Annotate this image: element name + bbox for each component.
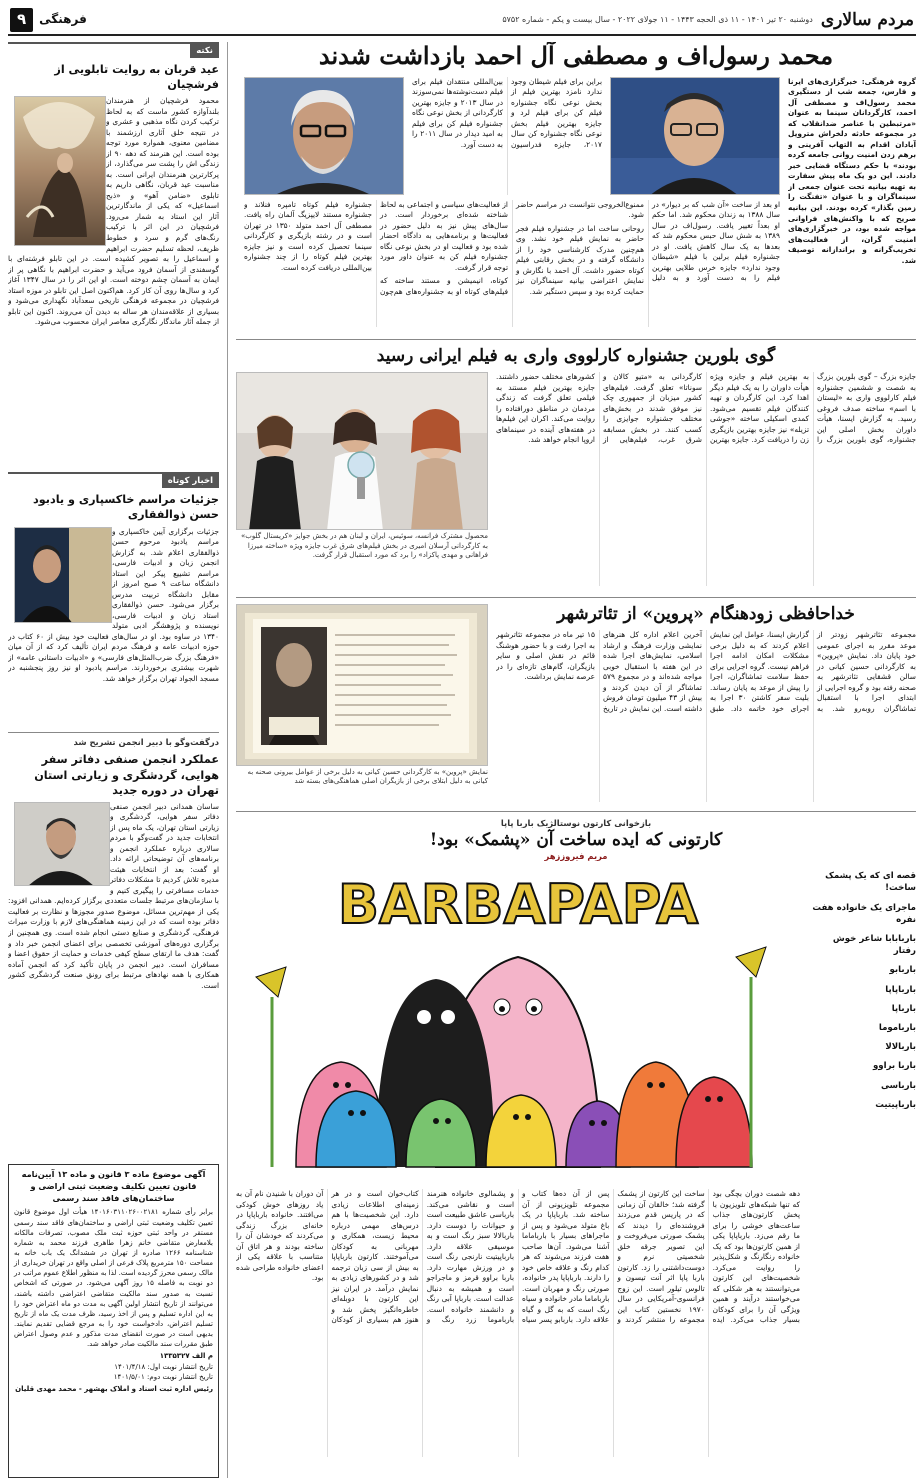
lead-col2-text: براین برای فیلم شیطان وجود ندارد نامزد بهترین فیلم از بخش نوعی نگاه جشنواره فیلم کن برای فیلم لرد و جایزه بهترین فیلم بخش نوعی نگاه جشنواره کن سال ۲۰۱۷، جایزه فدراسیون بین‌المللی منتقدان فیلم برای فیلم دست‌نوشته‌ها نمی‌سوزند در سال ۲۰۱۳ و جایزه بهترین کارگردانی از بخش نوعی نگاه جشنواره فیلم کن برای فیلم به امید دیدار در سال ۲۰۱۱ را به دست آورد. — [412, 76, 602, 149]
brand — [502, 8, 914, 32]
lead-headline: محمد رسول‌اف و مصطفی آل احمد بازداشت شدند — [318, 42, 834, 70]
barbapapa-subhead-3: باربابابا شاعر خوش رفتار — [832, 933, 916, 957]
funeral-text: جزئیات برگزاری آیین خاکسپاری و مراسم یادبود مرحوم حسن ذوالفقاری اعلام شد. به گزارش انجمن زبان و ادبیات فارسی، مراسم تشییع پیکر این استاد دانشگاه ساعت ۹ صبح امروز از مقابل دانشگاه تربیت مدرس برگزار می‌شود. حسن ذوالفقاری استاد زبان و ادبیات فارسی، نویسنده و پژوهشگر ادبی متولد ۱۳۴۰ در ساوه بود. او در سال‌های فعالیت خود بیش از ۶۰ کتاب در حوزه ادبیات عامه و فرهنگ مردم ایران تألیف کرد که از آن میان «فرهنگ بزرگ ضرب‌المثل‌های فارسی» و «ادبیات داستانی عامه» از شهرت بیشتری برخوردارند. مراسم یادبود او نیز روز پنجشنبه در مسجد الجواد تهران برگزار خواهد شد. — [8, 526, 219, 683]
notice-date-1: تاریخ انتشار نوبت اول: ۱۴۰۱/۴/۱۸ — [114, 1362, 213, 1371]
barbapapa-subhead-5: بارباپاپا — [885, 984, 916, 995]
zolfaghari-photo — [14, 527, 112, 623]
eid-headline: عید قربان به روایت تابلویی از فرشچیان — [54, 63, 219, 92]
issue-line: دوشنبه ۲۰ تیر ۱۴۰۱ - ۱۱ ذی الحجه ۱۴۴۳ - ۱۱ جولای ۲۰۲۲ - سال بیست و یکم - شماره ۵۷۵۲ — [502, 15, 813, 25]
barbapapa-subhead-1: قصه ای که یک پشمک ساخت! — [825, 871, 916, 894]
theater-body — [496, 630, 916, 802]
barbapapa-subhead-8: باربالالا — [885, 1042, 916, 1053]
newspaper-logo: مردم سالاری — [820, 9, 914, 30]
barbapapa-subhead-6: بارباپا — [891, 1003, 916, 1014]
section-tag — [10, 8, 87, 31]
parvin-poster-photo — [236, 604, 488, 766]
barbapapa-subhead-4: باربابو — [889, 965, 916, 976]
lead-col3-text: او بعد از ساخت «آن شب که بر دیوار» در سال ۱۳۸۸ به زندان محکوم شد. اما حکم او بعداً تغییر یافت. رسول‌اف در سال ۱۳۸۹ به شش سال حبس محکوم شد که بعدها به یک سال کاهش یافت. او در جشنواره فیلم برلین با فیلم «شیطان وجود ندارد» جایزه خرس طلایی بهترین فیلم را به دست آورد و به دلیل ممنوع‌الخروجی نتوانست در مراسم حاضر شود. — [516, 199, 780, 283]
lead-col6-text: کوتاه، انیمیشن و مستند ساخته که فیلم‌های کوتاه او به جشنواره‌های هم‌چون جشنواره فیلم کوتاه تامپره فنلاند و جشنواره مستند لایپزیگ آلمان راه یافت. مصطفی آل احمد متولد ۱۳۵۰ در تهران است و در رشته بازیگری و کارگردانی سینما تحصیل کرده است و نیز جایزه بهترین فیلم کوتاه را از چند جشنواره بین‌المللی دریافت کرده است. — [244, 199, 508, 296]
barbapapa-story — [236, 818, 916, 1478]
eid-story — [8, 96, 219, 468]
crystal-headline: گوی بلورین جشنواره کارلووی واری به فیلم ایرانی رسید — [376, 346, 776, 366]
theater-headline: خداحافظی زودهنگام «پروین» از تئاترشهر — [557, 604, 855, 624]
lead-col5-text: از فعالیت‌های سیاسی و اجتماعی به لحاظ شناخته شده‌ای برخوردار است. در سال‌های پیش نیز به دلیل حضور در فعالیت‌ها و برنامه‌هایی به دادگاه احضار شده بود و فعالیت او در بخش نوعی نگاه جشنواره فیلم کن به عنوان داور مورد توجه قرار گرفت. — [380, 199, 508, 272]
lead-story — [236, 42, 916, 340]
sidebar-tag-2: اخبار کوتاه — [162, 474, 219, 488]
funeral-headline: جزئیات مراسم خاکسپاری و یادبود حسن ذوالفقاری — [33, 493, 219, 522]
lead-col1-text: گروه فرهنگی: خبرگزاری‌های ایرنا و فارس، جمعه شب از دستگیری محمد رسول‌اف و مصطفی آل احمد، کارگردانان سینما به عنوان «مرتبطین با عناصر ضدانقلاب که در مجموعه حادثه دلخراش متروپل آبادان اقدام به التهاب آفرینی و برهم زدن امنیت روانی جامعه کرده بودند» با حکم دستگاه قضایی خبر دادند. این دو یک ماه پیش سفارت به تهیه بیانیه تحت عنوان جمعی از سینماگران و با عنوان «تفنگت را زمین بگذار» کرده بودند. این بیانیه صریح که با واکنش‌های فراوانی مواجه شده بود، در خبرگزاری‌های امنیت گران، از فعالیت‌های تخریب‌گرانه و براندازانه توصیف شد. — [788, 76, 916, 265]
barbapapa-headline: کارتونی که ایده ساخت آن «پشمک» بود! — [429, 829, 723, 850]
lead-col4-text: روحانی ساخت اما در جشنواره فیلم فجر حاضر به نمایش فیلم خود نشد. وی هم‌چنین مدرک کارشناسی خود را از دانشگاه گرفته و در بخش رقابتی فیلم کوتاه حضور داشت. آل احمد با نگارش و نمایش اعتراضی بیانیه سینماگران نیز حمایت کرده بود و سپس دستگیر شد. — [516, 223, 644, 296]
main-content — [236, 42, 916, 1478]
tourism-story — [8, 802, 219, 1160]
section-label: فرهنگی — [39, 12, 87, 27]
barbapapa-illustration — [236, 867, 800, 1183]
tourism-text: ساسان همدانی دبیر انجمن صنفی دفاتر سفر هوایی، گردشگری و زیارتی استان تهران، یک ماه پس از انتخابات جدید در گفت‌وگو با مردم سالاری درباره عملکرد انجمن و برنامه‌های آن توضیحاتی ارائه داد. او گفت: بعد از انتخابات هیئت مدیره تلاش کردیم تا مشکلات دفاتر خدمات مسافرتی را پیگیری کنیم و با سازمان‌های مرتبط جلسات متعددی برگزار کرده‌ایم. همدانی افزود: یکی از مهم‌ترین مسائل، موضوع صدور مجوزها و نظارت بر فعالیت دفاتر بوده است که در این زمینه هماهنگی‌های لازم با وزارت میراث فرهنگی، گردشگری و صنایع دستی انجام شده است. وی همچنین از برگزاری دوره‌های آموزشی تخصصی برای اعضای انجمن خبر داد و گفت: هدف ما ارتقای سطح کیفی خدمات و حمایت از حقوق اعضا و مسافران است. دبیر انجمن در پایان تأکید کرد که انجمن آماده همکاری با همه نهادهای مرتبط برای رونق صنعت گردشگری کشور است. — [8, 801, 219, 990]
crystal-globe-story — [236, 346, 916, 598]
tagbar-2 — [8, 472, 219, 488]
rasoulof-photo — [610, 77, 780, 195]
barbapapa-subhead-7: بارباموما — [878, 1022, 916, 1033]
lead-col-intro — [788, 77, 916, 327]
barbapapa-logo: BARBAPAPA — [337, 873, 699, 937]
lead-col-middle — [412, 77, 602, 195]
tourism-headline: عملکرد انجمن صنفی دفاتر سفر هوایی، گردشگری و زیارتی استان تهران در دوره جدید — [34, 753, 219, 797]
sidebar-tag-1: نکته — [190, 44, 219, 58]
barbapapa-subhead-2: ماجرای یک خانواده هفت نفره — [812, 902, 916, 925]
legal-notice — [8, 1164, 219, 1478]
hamedani-photo — [14, 802, 110, 886]
notice-title: آگهی موضوع ماده ۳ قانون و ماده ۱۳ آیین‌نامه قانون تعیین تکلیف وضعیت ثبتی اراضی و ساختمان‌های فاقد سند رسمی — [21, 1168, 206, 1203]
crystal-globe-photo — [236, 372, 488, 530]
barbapapa-subhead-9: باربا براوو — [872, 1061, 916, 1072]
barbapapa-text: دهه شصت دوران بچگی بود که تنها شبکه‌های تلویزیون با پخش کارتون‌های جذاب ساعت‌های خوشی را برای ما رقم می‌زد. بارباپاپا یکی از همین کارتون‌ها بود که یک خانواده رنگارنگ و شکل‌پذیر را روایت می‌کرد. شخصیت‌های این کارتون می‌توانستند به هر شکلی که می‌خواستند درآیند و همین ویژگی آن را برای کودکان بسیار جذاب می‌کرد. ایده ساخت این کارتون از پشمک گرفته شد؛ خالقان آن زمانی که در پاریس قدم می‌زدند فروشنده‌ای را دیدند که پشمک صورتی می‌فروخت و این تصویر جرقه خلق شخصیتی نرم و دوست‌داشتنی را زد. کارتون باربا پاپا اثر آنت تیسون و تالوس تیلور است. این زوج فرانسوی-آمریکایی در سال ۱۹۷۰ نخستین کتاب این مجموعه را منتشر کردند و پس از آن ده‌ها کتاب و مجموعه تلویزیونی از آن ساخته شد. بارباپاپا در یک باغ متولد می‌شود و پس از ماجراهای بسیار با بارباماما آشنا می‌شود. آن‌ها صاحب هفت فرزند می‌شوند که هر کدام رنگ و علاقه خاص خود را دارند. بارباپاپا پدر خانواده، صورتی رنگ و مهربان است. بارباماما مادر خانواده و سیاه رنگ است که به گل و گیاه علاقه دارد. باربابو پسر سیاه و پشمالوی خانواده هنرمند است و نقاشی می‌کند. بارباسی عاشق طبیعت است و حیوانات را دوست دارد. باربالالا سبز رنگ است و به موسیقی علاقه دارد. بارباپیتیت نارنجی رنگ است و در ورزش مهارت دارد. باربا براوو قرمز و ماجراجو است و همیشه به دنبال عدالت است. بارباپا آبی رنگ و دانشمند خانواده است. بارباموما زرد رنگ و کتاب‌خوان است و در هر زمینه‌ای اطلاعات زیادی دارد. این شخصیت‌ها با هم درس‌های مهمی درباره محیط زیست، همکاری و مهربانی به کودکان می‌آموختند. کارتون بارباپاپا به بیش از سی زبان ترجمه شد و در کشورهای زیادی به نمایش درآمد. در ایران نیز این کارتون با دوبله‌ای خاطره‌انگیز پخش شد و هنوز هم بسیاری از کودکان آن دوران با شنیدن نام آن به یاد روزهای خوش کودکی می‌افتند. خانواده بارباپاپا در خانه‌ای بزرگ زندگی می‌کردند که خودشان آن را ساخته بودند و هر اتاق آن متناسب با علاقه یکی از اعضای خانواده طراحی شده بود. — [236, 1189, 800, 1325]
crystal-caption: محصول مشترک فرانسه، سوئیس، ایران و لبنان هم در بخش جوایز «کریستال گلوب» به کارگردانی آرسلان امیری در بخش فیلم‌های شرق غرب جایزه ویژه «ساخته میرزا فراهانی و مهدی پاکزاد» را برد که مورد استقبال قرار گرفت. — [241, 532, 488, 560]
lead-col-lower — [244, 200, 780, 327]
theater-caption: نمایش «پروین» به کارگردانی حسین کیانی به دلیل برخی از عوامل بیرونی صحنه به کیانی به دلیل ابتلای برخی از بازیگران اصلی هماهنگی‌های بسته شد — [247, 768, 488, 786]
notice-signature: رئیس اداره ثبت اسناد و املاک بهشهر - محمد مهدی قلیان — [15, 1384, 213, 1393]
page-body — [8, 42, 916, 1478]
notice-text: برابر رأی شماره ۱۴۰۱۶۰۳۱۱۰۲۶۰۰۲۱۸۱ هیأت اول موضوع قانون تعیین تکلیف وضعیت ثبتی اراضی و ساختمان‌های فاقد سند رسمی مستقر در واحد ثبتی حوزه ثبت ملک مصوب، تصرفات مالکانه بلامعارض متقاضی خانم زهرا طاهری فرزند محمد به شماره شناسنامه ۱۲۶۶ صادره از تهران در ششدانگ یک باب خانه به مساحت ۱۵۰ مترمربع پلاک فرعی از اصلی واقع در تهران خریداری از مالک رسمی محرز گردیده است. لذا به منظور اطلاع عموم مراتب در دو نوبت به فاصله ۱۵ روز آگهی می‌شود. در صورتی که اشخاص نسبت به صدور سند مالکیت متقاضی اعتراضی داشته باشند، می‌توانند از تاریخ انتشار اولین آگهی به مدت دو ماه اعتراض خود را به این اداره تسلیم و پس از اخذ رسید، ظرف مدت یک ماه از تاریخ تسلیم اعتراض، دادخواست خود را به مرجع قضایی تقدیم نمایند. بدیهی است در صورت انقضای مدت مذکور و عدم وصول اعتراض طبق مقررات سند مالکیت صادر خواهد شد. — [14, 1208, 214, 1349]
crystal-text: جایزه بزرگ – گوی بلورین بزرگ به شصت و ششمین جشنواره فیلم کارلووی واری به «لیستان با اسم» ساخته صدف فروغی رسید. به گزارش ایسنا، هیأت داوران بخش اصلی این جشنواره، گوی بلورین بزرگ را به بهترین فیلم و جایزه ویژه هیأت داوران را به یک فیلم دیگر اهدا کرد. این کارگردان و تهیه کنندگان فیلم تقسیم می‌شود. کمدی اسکیلی ساخته «جوشی تزیله» نیز جایزه بهترین بازیگری زن را دریافت کرد. جایزه بهترین کارگردانی به «متیو کالان و سوناتا» تعلق گرفت. فیلم‌های کشور میزبان از جمهوری چک نیز موفق شدند در بخش‌های مختلف جشنواره جوایزی را کسب کنند. در بخش مسابقه شرق غرب، فیلم‌هایی از کشورهای مختلف حضور داشتند. جایزه بهترین فیلم مستند به فیلمی تعلق گرفت که زندگی مردمان در مناطق دورافتاده را روایت می‌کند. اکران این فیلم‌ها در هفته‌های آینده در سینماهای اروپا انجام خواهد شد. — [496, 372, 916, 445]
eid-text: محمود فرشچیان از هنرمندان بلندآوازه کشور ماست که به لحاظ ترکیب کردن نگاه مذهبی و عشری و در نتیجه خلق آثاری ارزشمند با مضامین معنوی، همواره مورد توجه بوده است. این هنرمند که دهه ۹۰ از زندگی اش را پشت سر می‌گذارد، از پرکارترین هنرمندان ایرانی است. به مناسبت عید قربان، نگاهی داریم به تابلوی «ضامن آهو» و «ذبح اسماعیل» که یکی از ماندگارترین آثار این استاد به شمار می‌رود. فرشچیان در این اثر با ترکیب رنگ‌های گرم و سرد و خطوط ظریف، لحظه تسلیم حضرت ابراهیم و اسماعیل را به تصویر کشیده است. در این تابلو فرشته‌ای با گوسفندی از آسمان فرود می‌آید و حضرت ابراهیم با نگاهی پر از ایمان به آسمان چشم دوخته است. او این اثر را در سال ۱۳۴۷ آغاز کرد و سال‌ها روی آن کار کرد. هم‌اکنون اصل این تابلو در موزه استاد فرشچیان در مجموعه فرهنگی تاریخی سعدآباد نگهداری می‌شود و بسیاری از علاقه‌مندان هر ساله به دیدن آن می‌روند. اکنون این تابلو از جمله آثار ماندگار نگارگری معاصر ایران محسوب می‌شود. — [8, 96, 219, 327]
aleahmad-photo — [244, 77, 404, 195]
theater-text: مجموعه تئاترشهر زودتر از موعد مقرر به اجرای عمومی خود پایان داد. نمایش «پروین» به کارگردانی حسین کیانی در سالن قشقایی تئاترشهر به صحنه رفته بود و گروه اجرایی از ابتدای اجرا با استقبال تماشاگران روبه‌رو شد. به گزارش ایسنا، عوامل این نمایش اعلام کردند که به دلیل برخی مشکلات امکان ادامه اجرا فراهم نیست. گروه اجرایی برای حفظ سلامت تماشاگران، اجرا را پیش از موعد به پایان رساند. بلیت سفر کاشتن ۳۰ اجرا به اجرای خود خاتمه داد. طبق آخرین اعلام اداره کل هنرهای نمایشی وزارت فرهنگ و ارشاد اسلامی، نمایش‌های اجرا شده در این هفته با استقبال خوبی مواجه شده‌اند و در مجموع ۵۷۹ تماشاگر از آن دیدن کردند و بیش از ۴۳ میلیون تومان فروش داشته است. این نمایش در تاریخ ۱۵ تیر ماه در مجموعه تئاترشهر به اجرا رفت و با حضور هوشنگ قائم در نقش اصلی و سایر بازیگران، گام‌های تازه‌ای را در عرصه نمایش برداشت. — [496, 630, 916, 713]
notice-date-2: تاریخ انتشار نوبت دوم: ۱۴۰۱/۵/۰۱ — [113, 1372, 213, 1381]
barbapapa-body — [236, 1189, 800, 1457]
barbapapa-byline: مریم فیروززهر — [544, 851, 608, 862]
masthead — [8, 6, 916, 36]
farshchian-painting — [14, 96, 106, 246]
tagbar-1 — [8, 42, 219, 58]
barbapapa-subhead-10: بارباسی — [880, 1080, 916, 1091]
notice-code: م الف ۱۳۳۵۳۲۷ — [159, 1352, 213, 1361]
page-number: ۹ — [10, 8, 33, 31]
sidebar — [8, 42, 228, 1478]
barbapapa-kicker: بازخوانی کارتون نوستالژیک باربا پاپا — [500, 818, 652, 828]
tourism-kicker: درگفت‌وگو با دبیر انجمن تشریح شد — [73, 736, 219, 747]
barbapapa-subhead-11: بارباپیتیت — [875, 1099, 916, 1110]
crystal-body — [496, 372, 916, 586]
theater-story — [236, 604, 916, 812]
funeral-story — [8, 527, 219, 733]
